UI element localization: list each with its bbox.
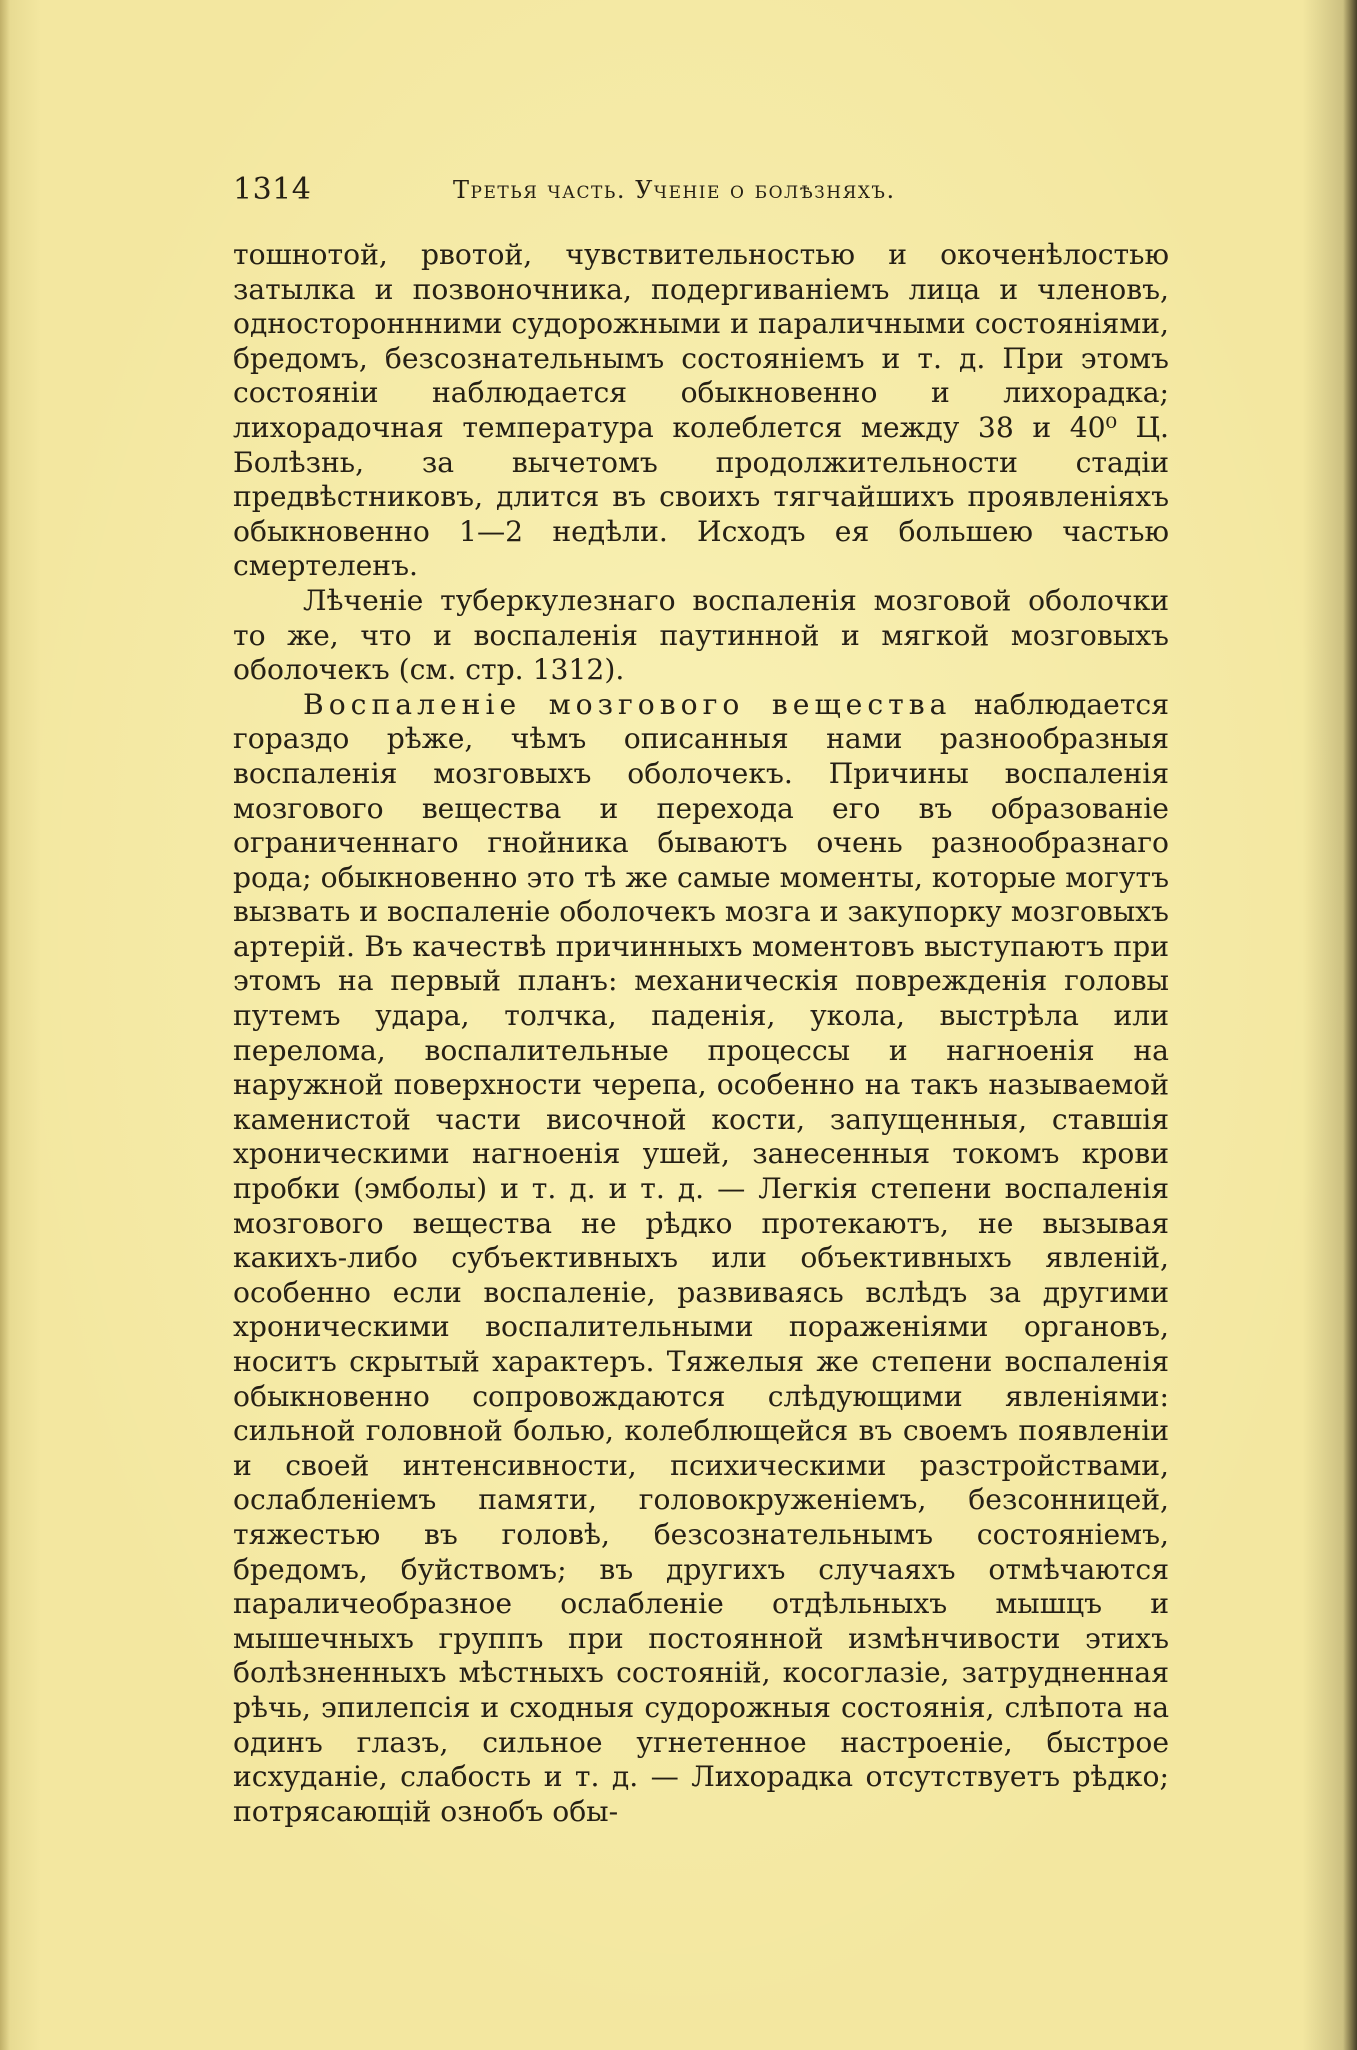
page-left-shadow xyxy=(0,0,10,2050)
paragraph-1 xyxy=(233,238,1169,584)
page-header xyxy=(233,168,1153,212)
page-number: 1314 xyxy=(233,172,312,207)
paragraph-3-text: наблюдается гораздо рѣже, чѣмъ описанныя нами разнообразныя воспаленія мозговыхъ оболочекъ. Причины воспаленія мозгового вещества и перехода его въ образованіе ограниченнаго гнойника бываютъ очень разнообразнаго рода; обыкновенно это тѣ же самые моменты, которые могутъ вызвать и воспаленіе оболочекъ мозга и закупорку мозговыхъ артерій. Въ качествѣ причинныхъ моментовъ выступаютъ при этомъ на первый планъ: механическія поврежденія головы путемъ удара, толчка, паденія, укола, выстрѣла или перелома, воспалительные процессы и нагноенія на наружной поверхности черепа, особенно на такъ называемой каменистой части височной кости, запущенныя, ставшія хроническими нагноенія ушей, занесенныя токомъ крови пробки (эмболы) и т. д. и т. д. — Легкія степени воспаленія мозгового вещества не рѣдко протекаютъ, не вызывая какихъ-либо субъективныхъ или объективныхъ явленій, особенно если воспаленіе, развиваясь вслѣдъ за другими хроническими воспалительными пораженіями органовъ, носитъ скрытый характеръ. Тяжелыя же степени воспаленія обыкновенно сопровождаются слѣдующими явленіями: сильной головной болью, колеблющейся въ своемъ появленіи и своей интенсивности, психическими разстройствами, ослабленіемъ памяти, головокруженіемъ, безсонницей, тяжестью въ головѣ, безсознательнымъ состояніемъ, бредомъ, буйствомъ; въ другихъ случаяхъ отмѣчаются параличеобразное ослабленіе отдѣльныхъ мышцъ и мышечныхъ группъ при постоянной измѣнчивости этихъ болѣзненныхъ мѣстныхъ состояній, косоглазіе, затрудненная рѣчь, эпилепсія и сходныя судорожныя состоянія, слѣпота на одинъ глазъ, сильное угнетенное настроеніе, быстрое исхуданіе, слабость и т. д. — Лихорадка отсутствуетъ рѣдко; потрясающій ознобъ обы- xyxy=(233,687,1169,1828)
body-text xyxy=(233,238,1169,1829)
paragraph-3-spaced-heading: Воспаленіе мозгового вещества xyxy=(303,687,952,721)
paragraph-2 xyxy=(233,584,1169,688)
page-right-binding-shadow xyxy=(1343,0,1357,2050)
paragraph-1-text: тошнотой, рвотой, чувствительностью и окоченѣлостью затылка и позвоночника, подергиваніемъ лица и членовъ, одностороннними судорожными и параличными состояніями, бредомъ, безсознательнымъ состояніемъ и т. д. При этомъ состояніи наблюдается обыкновенно и лихорадка; лихорадочная температура колеблется между 38 и 40⁰ Ц. Болѣзнь, за вычетомъ продолжительности стадіи предвѣстниковъ, длится въ своихъ тягчайшихъ проявленіяхъ обыкновенно 1—2 недѣли. Исходъ ея большею частью смертеленъ. xyxy=(233,238,1169,583)
paragraph-3 xyxy=(233,688,1169,1830)
paragraph-2-text: Лѣченіе туберкулезнаго воспаленія мозговой оболочки то же, что и воспаленія паутинной и мягкой мозговыхъ оболочекъ (см. стр. 1312). xyxy=(233,583,1169,687)
running-head: Третья часть. Ученіе о болѣзняхъ. xyxy=(453,176,896,204)
